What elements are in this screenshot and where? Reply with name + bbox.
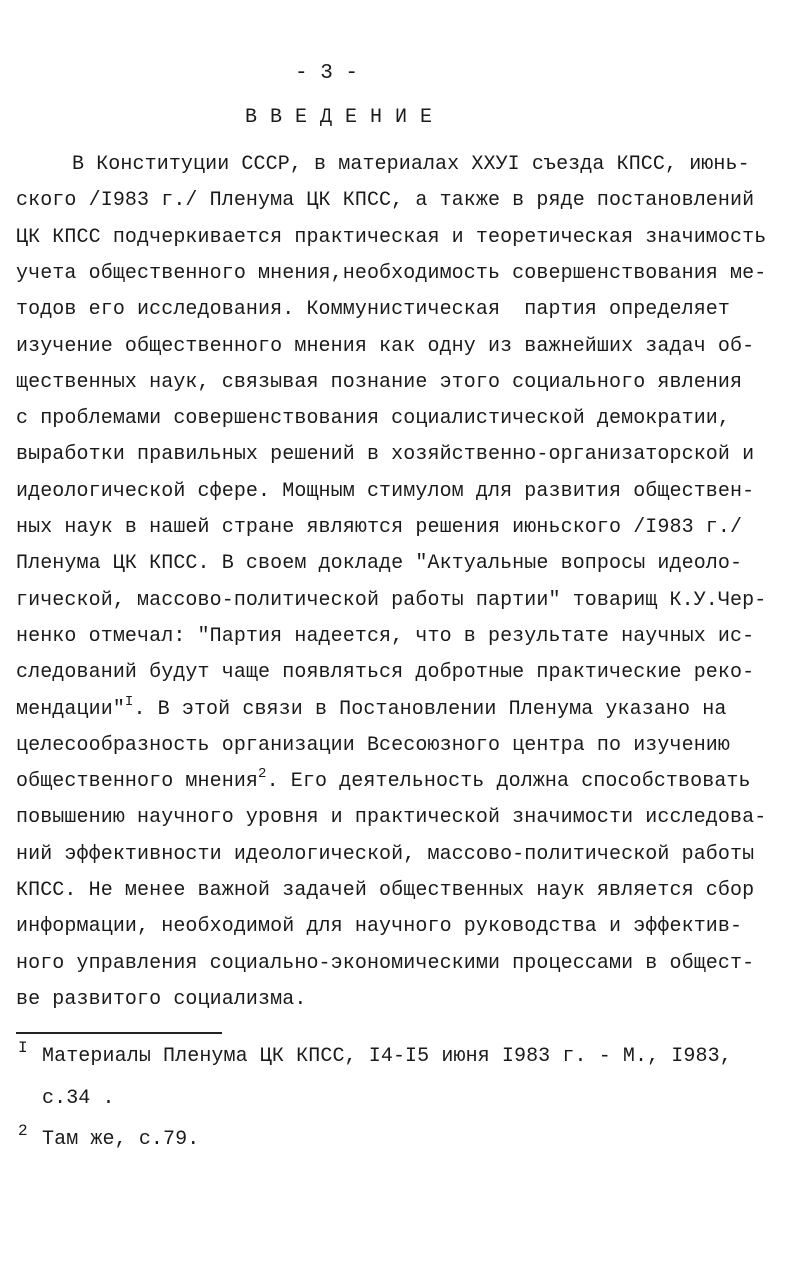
line-text: . В этой связи в Постановлении Пленума указано на bbox=[133, 697, 727, 721]
body-line: тодов его исследования. Коммунистическая партия определяет bbox=[16, 298, 731, 322]
line-text: общественного мнения bbox=[16, 770, 259, 794]
body-line: ний эффективности идеологической, массово-политической работы bbox=[16, 842, 755, 866]
body-line: повышению научного уровня и практической значимости исследова- bbox=[16, 806, 767, 830]
body-line: ного управления социально-экономическими процессами в общест- bbox=[16, 951, 755, 975]
body-line: Пленума ЦК КПСС. В своем докладе "Актуальные вопросы идеоло- bbox=[16, 552, 743, 576]
body-line: ве развитого социализма. bbox=[16, 987, 307, 1011]
footnote-line: Там же, с.79. bbox=[42, 1128, 200, 1151]
body-line bbox=[16, 766, 751, 795]
section-title: В В Е Д Е Н И Е bbox=[245, 106, 433, 129]
body-line: идеологической сфере. Мощным стимулом для развития обществен- bbox=[16, 479, 755, 503]
body-line: гической, массово-политической работы партии" товарищ К.У.Чер- bbox=[16, 588, 767, 612]
body-line bbox=[16, 693, 727, 723]
body-line: изучение общественного мнения как одну из важнейших задач об- bbox=[16, 334, 755, 358]
body-line: следований будут чаще появляться добротные практические реко- bbox=[16, 661, 755, 685]
footnote-mark: 2 bbox=[18, 1122, 28, 1140]
body-line: ского /I983 г./ Пленума ЦК КПСС, а также в ряде постановлений bbox=[16, 189, 755, 213]
line-text: . Его деятельность должна способствовать bbox=[266, 770, 751, 794]
footnote-divider bbox=[16, 1032, 222, 1034]
body-line: щественных наук, связывая познание этого социального явления bbox=[16, 370, 743, 394]
body-line: КПСС. Не менее важной задачей общественных наук является сбор bbox=[16, 879, 755, 902]
body-line: ненко отмечал: "Партия надеется, что в результате научных ис- bbox=[16, 624, 755, 648]
body-line: ных наук в нашей стране являются решения июньского /I983 г./ bbox=[16, 516, 743, 539]
footnote-reference: 2 bbox=[258, 766, 267, 783]
body-line: В Конституции СССР, в материалах XXУI съезда КПСС, июнь- bbox=[72, 153, 750, 176]
footnote-line: Материалы Пленума ЦК КПСС, I4-I5 июня I983 г. - М., I983, bbox=[42, 1045, 732, 1068]
body-line: целесообразность организации Всесоюзного центра по изучению bbox=[16, 733, 731, 757]
body-line: учета общественного мнения,необходимость совершенствования ме- bbox=[16, 261, 767, 285]
footnote-line: с.34 . bbox=[42, 1086, 115, 1110]
line-text: мендации" bbox=[16, 697, 125, 721]
body-line: ЦК КПСС подчеркивается практическая и теоретическая значимость bbox=[16, 225, 767, 249]
footnote-reference: I bbox=[124, 693, 134, 710]
footnote-mark: I bbox=[18, 1039, 28, 1057]
body-line: информации, необходимой для научного руководства и эффектив- bbox=[16, 915, 743, 939]
body-line: выработки правильных решений в хозяйственно-организаторской и bbox=[16, 443, 755, 467]
page-number: - 3 - bbox=[295, 62, 359, 85]
body-line: с проблемами совершенствования социалистической демократии, bbox=[16, 407, 731, 431]
